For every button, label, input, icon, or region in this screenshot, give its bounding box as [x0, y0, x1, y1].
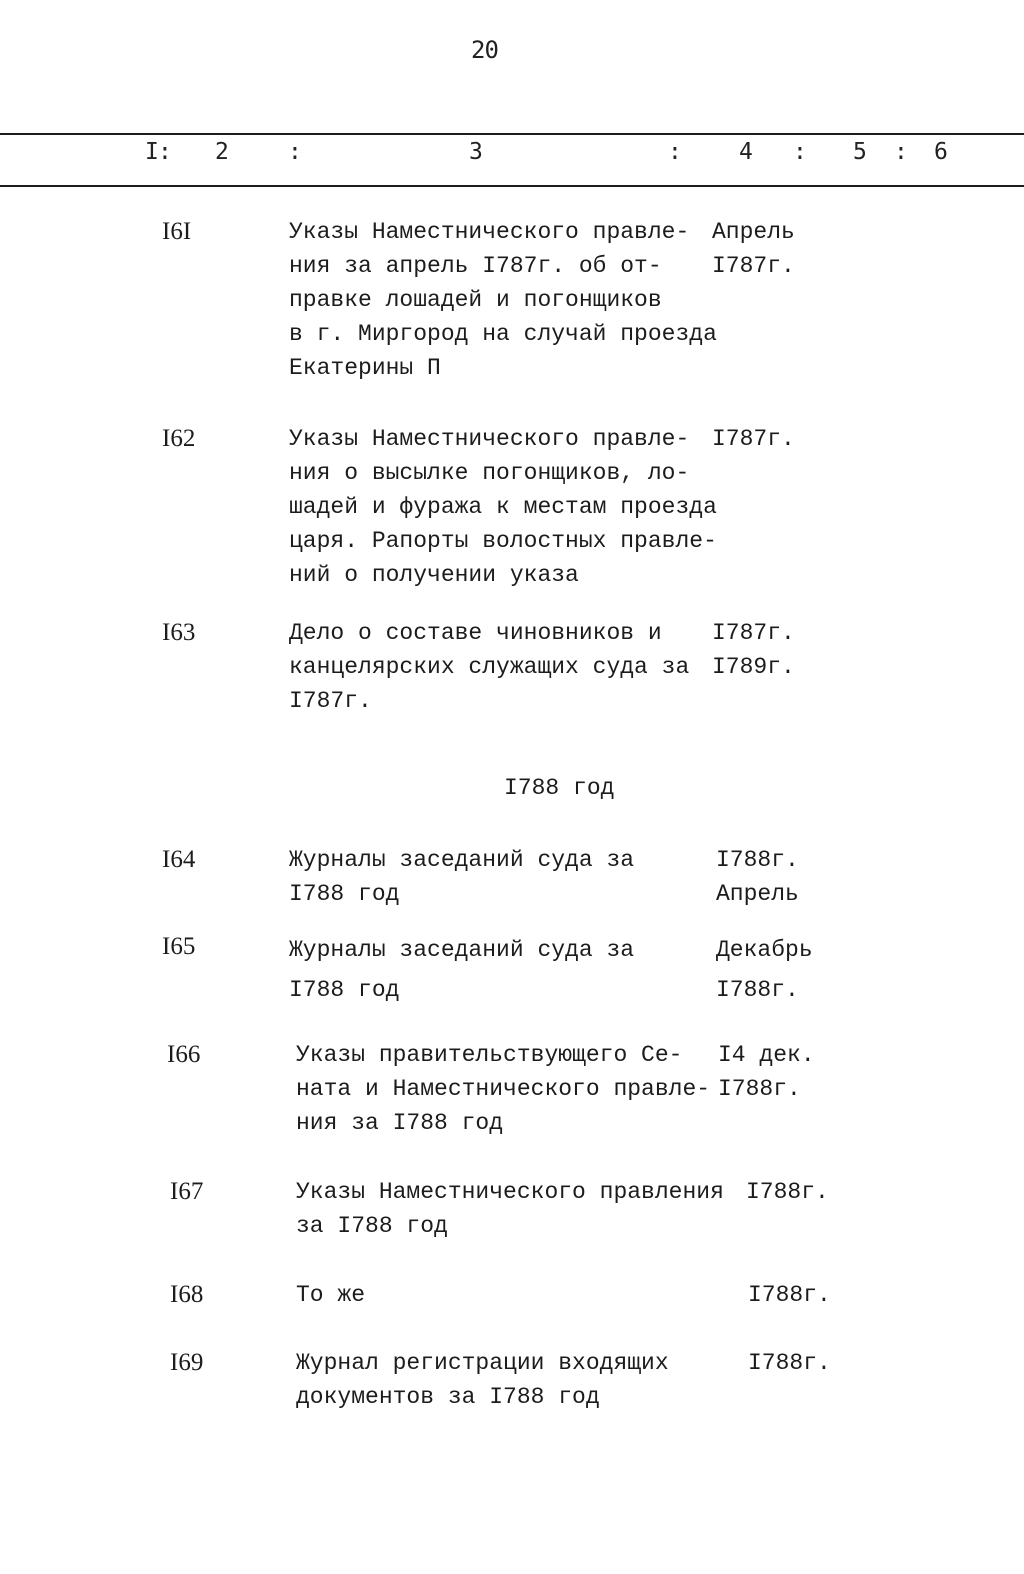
section-heading-year: I788 год: [504, 775, 615, 801]
entry-description: [289, 843, 729, 911]
description-line: Дело о составе чиновников и: [289, 620, 662, 646]
description-line: ния о высылке погонщиков, ло-: [289, 460, 690, 486]
date-line: I788г.: [746, 1179, 829, 1205]
date-line: I787г.: [712, 620, 795, 646]
description-line: I788 год: [289, 977, 400, 1003]
date-line: Апрель: [716, 881, 799, 907]
description-line: шадей и фуража к местам проезда: [289, 494, 717, 520]
date-line: I787г.: [712, 253, 795, 279]
description-line: I787г.: [289, 688, 372, 714]
description-line: Указы правительствующего Се-: [296, 1042, 683, 1068]
column-separator: :: [288, 139, 302, 165]
description-line: Указы Наместнического правле-: [289, 219, 690, 245]
column-header-2: 2: [215, 139, 229, 165]
entry-date: [748, 1346, 831, 1380]
entry-number: I67: [170, 1178, 204, 1205]
column-separator: :: [158, 139, 172, 165]
description-line: ний о получении указа: [289, 562, 579, 588]
column-header-1: I: [145, 139, 159, 165]
description-line: Журналы заседаний суда за: [289, 937, 635, 963]
column-separator: :: [894, 139, 908, 165]
entry-date: [746, 1175, 829, 1209]
entry-date: [748, 1278, 831, 1312]
date-line: I4 дек.: [718, 1042, 815, 1068]
entry-number: I63: [162, 619, 196, 646]
page-number: 20: [471, 36, 498, 64]
date-line: Декабрь: [716, 937, 813, 963]
description-line: канцелярских служащих суда за: [289, 654, 690, 680]
description-line: То же: [296, 1282, 366, 1308]
entry-description: [296, 1278, 736, 1312]
description-line: Екатерины П: [289, 355, 441, 381]
entry-date: [712, 422, 795, 456]
entry-number: I6I: [162, 218, 192, 245]
entry-description: [296, 1175, 736, 1243]
description-line: Журнал регистрации входящих: [296, 1350, 669, 1376]
entry-date: [718, 1038, 815, 1106]
entry-description: [289, 422, 729, 592]
description-line: царя. Рапорты волостных правле-: [289, 528, 717, 554]
entry-description: [296, 1038, 736, 1140]
description-line: ния за I788 год: [296, 1110, 504, 1136]
date-line: I788г.: [718, 1076, 801, 1102]
entry-number: I69: [170, 1349, 204, 1376]
description-line: ната и Наместнического правле-: [296, 1076, 711, 1102]
description-line: Журналы заседаний суда за: [289, 847, 635, 873]
entry-date: [712, 616, 795, 684]
date-line: I788г.: [716, 977, 799, 1003]
entry-number: I66: [167, 1041, 201, 1068]
entry-date: [716, 843, 799, 911]
entry-number: I68: [170, 1281, 204, 1308]
column-separator: :: [793, 139, 807, 165]
column-header-6: 6: [934, 139, 948, 165]
description-line: ния за апрель I787г. об от-: [289, 253, 662, 279]
description-line: документов за I788 год: [296, 1384, 600, 1410]
entry-description: [289, 616, 729, 718]
description-line: Указы Наместнического правления: [296, 1179, 724, 1205]
description-line: правке лошадей и погонщиков: [289, 287, 662, 313]
entry-number: I64: [162, 846, 196, 873]
description-line: в г. Миргород на случай проезда: [289, 321, 717, 347]
header-bottom-rule: [0, 185, 1024, 187]
entry-description: [289, 215, 729, 385]
column-header-3: 3: [469, 139, 483, 165]
header-top-rule: [0, 133, 1024, 135]
column-header-row: [0, 138, 1024, 178]
description-line: за I788 год: [296, 1213, 448, 1239]
date-line: I788г.: [716, 847, 799, 873]
entry-description: [296, 1346, 736, 1414]
date-line: I789г.: [712, 654, 795, 680]
description-line: I788 год: [289, 881, 400, 907]
column-separator: :: [668, 139, 682, 165]
description-line: Указы Наместнического правле-: [289, 426, 690, 452]
column-header-4: 4: [739, 139, 753, 165]
entry-description: [289, 930, 729, 1010]
entry-date: [716, 930, 813, 1010]
entry-number: I62: [162, 425, 196, 452]
date-line: I787г.: [712, 426, 795, 452]
date-line: Апрель: [712, 219, 795, 245]
entry-number: I65: [162, 933, 196, 960]
date-line: I788г.: [748, 1350, 831, 1376]
column-header-5: 5: [853, 139, 867, 165]
date-line: I788г.: [748, 1282, 831, 1308]
entry-date: [712, 215, 795, 283]
